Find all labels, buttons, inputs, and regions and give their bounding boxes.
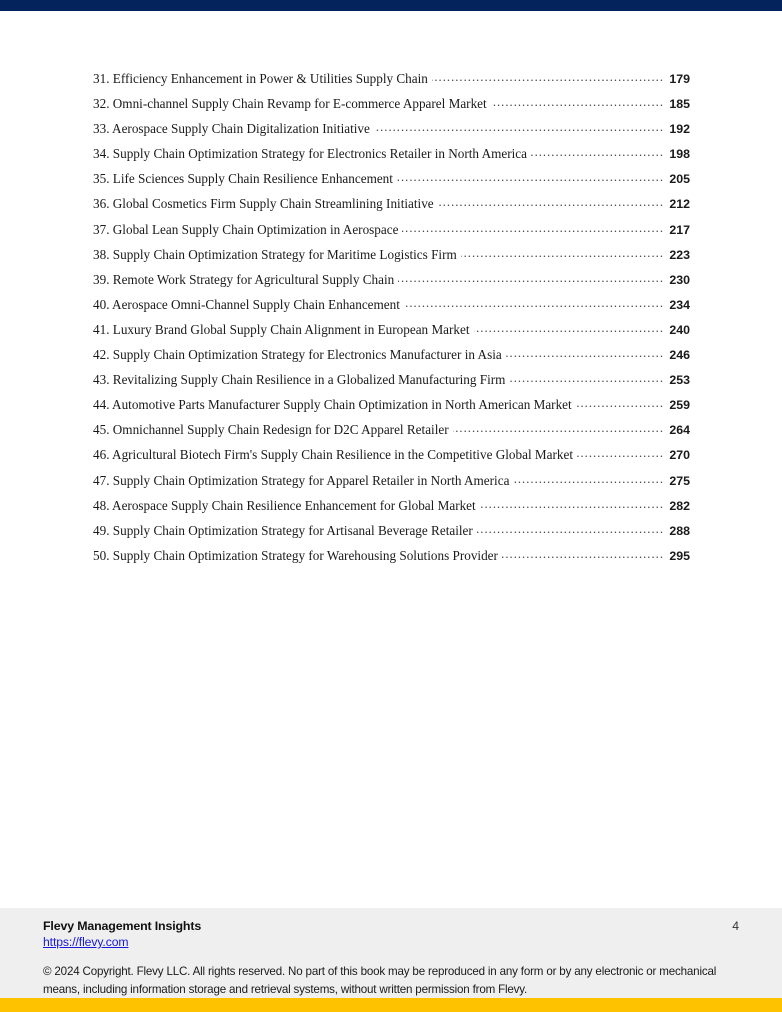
- toc-entry-page-number: 264: [669, 423, 690, 438]
- toc-dot-leader: [432, 70, 664, 83]
- footer-brand-block: [43, 918, 201, 950]
- toc-entry[interactable]: [93, 396, 690, 421]
- toc-entry-title: 42. Supply Chain Optimization Strategy for Electronics Manufacturer in Asia: [93, 347, 502, 363]
- toc-dot-leader: [438, 195, 664, 208]
- toc-entry-page-number: 230: [669, 272, 690, 287]
- toc-entry-title: 48. Aerospace Supply Chain Resilience Enhancement for Global Market: [93, 497, 476, 513]
- toc-entry-title: 45. Omnichannel Supply Chain Redesign for D2C Apparel Retailer: [93, 422, 449, 438]
- toc-entry[interactable]: [93, 321, 690, 346]
- toc-dot-leader: [398, 271, 664, 284]
- toc-entry[interactable]: [93, 371, 690, 396]
- toc-dot-leader: [502, 547, 664, 560]
- toc-entry-page-number: 288: [669, 523, 690, 538]
- footer-copyright-text: © 2024 Copyright. Flevy LLC. All rights reserved. No part of this book may be reproduced in any form or by any electronic or mechanical means, including information storage and retrieval systems, without written permission from Flevy.: [43, 965, 717, 996]
- toc-entry[interactable]: [93, 296, 690, 321]
- toc-dot-leader: [513, 472, 664, 485]
- toc-entry-title: 37. Global Lean Supply Chain Optimization in Aerospace: [93, 221, 399, 237]
- footer-website-link[interactable]: https://flevy.com: [43, 935, 129, 949]
- toc-entry-title: 47. Supply Chain Optimization Strategy for Apparel Retailer in North America: [93, 472, 510, 488]
- toc-entry-title: 41. Luxury Brand Global Supply Chain Alignment in European Market: [93, 321, 470, 337]
- toc-entry-page-number: 282: [669, 498, 690, 513]
- toc-entry-title: 34. Supply Chain Optimization Strategy for Electronics Retailer in North America: [93, 146, 527, 162]
- toc-dot-leader: [453, 421, 664, 434]
- toc-entry-title: 40. Aerospace Omni-Channel Supply Chain Enhancement: [93, 296, 400, 312]
- toc-entry[interactable]: [93, 95, 690, 120]
- toc-entry-page-number: 185: [669, 97, 690, 112]
- bottom-accent-band: [0, 998, 782, 1012]
- toc-dot-leader: [397, 170, 664, 183]
- toc-dot-leader: [402, 221, 664, 234]
- toc-dot-leader: [474, 321, 664, 334]
- toc-entry-title: 36. Global Cosmetics Firm Supply Chain Streamlining Initiative: [93, 196, 434, 212]
- toc-entry[interactable]: [93, 421, 690, 446]
- toc-entry-title: 43. Revitalizing Supply Chain Resilience in a Globalized Manufacturing Firm: [93, 372, 506, 388]
- toc-entry-page-number: 253: [669, 373, 690, 388]
- toc-entry-page-number: 259: [669, 398, 690, 413]
- toc-dot-leader: [477, 522, 664, 535]
- toc-entry-page-number: 198: [669, 147, 690, 162]
- toc-entry-title: 33. Aerospace Supply Chain Digitalization Initiative: [93, 121, 370, 137]
- toc-entry-page-number: 295: [669, 548, 690, 563]
- page-footer: [0, 908, 782, 998]
- table-of-contents-list: [93, 70, 690, 572]
- toc-dot-leader: [531, 145, 664, 158]
- footer-brand-name: Flevy Management Insights: [43, 919, 202, 933]
- toc-entry-page-number: 275: [669, 473, 690, 488]
- toc-entry-page-number: 270: [669, 448, 690, 463]
- toc-entry-page-number: 217: [669, 222, 690, 237]
- toc-entry-page-number: 205: [669, 172, 690, 187]
- toc-dot-leader: [577, 446, 664, 459]
- toc-entry[interactable]: [93, 195, 690, 220]
- toc-entry[interactable]: [93, 346, 690, 371]
- toc-entry-page-number: 212: [669, 197, 690, 212]
- toc-entry-title: 39. Remote Work Strategy for Agricultural Supply Chain: [93, 271, 395, 287]
- toc-dot-leader: [480, 497, 664, 510]
- toc-dot-leader: [404, 296, 664, 309]
- toc-dot-leader: [576, 396, 664, 409]
- toc-entry-page-number: 179: [669, 72, 690, 86]
- toc-entry[interactable]: [93, 271, 690, 296]
- toc-entry[interactable]: [93, 522, 690, 547]
- toc-dot-leader: [506, 346, 664, 359]
- toc-entry[interactable]: [93, 446, 690, 471]
- toc-entry-title: 50. Supply Chain Optimization Strategy for Warehousing Solutions Provider: [93, 547, 498, 563]
- toc-dot-leader: [461, 246, 664, 259]
- toc-entry[interactable]: [93, 246, 690, 271]
- document-page-body: [0, 11, 782, 908]
- toc-entry[interactable]: [93, 145, 690, 170]
- toc-entry-title: 31. Efficiency Enhancement in Power & Utilities Supply Chain: [93, 71, 428, 86]
- toc-entry-page-number: 246: [669, 348, 690, 363]
- toc-entry[interactable]: [93, 221, 690, 246]
- footer-page-number: 4: [732, 919, 739, 933]
- toc-entry-title: 46. Agricultural Biotech Firm's Supply Chain Resilience in the Competitive Global Market: [93, 447, 573, 463]
- toc-entry-title: 44. Automotive Parts Manufacturer Supply Chain Optimization in North American Market: [93, 397, 572, 413]
- toc-entry-page-number: 240: [669, 322, 690, 337]
- toc-entry-title: 49. Supply Chain Optimization Strategy for Artisanal Beverage Retailer: [93, 522, 473, 538]
- toc-entry-title: 38. Supply Chain Optimization Strategy for Maritime Logistics Firm: [93, 246, 457, 262]
- toc-entry[interactable]: [93, 120, 690, 145]
- toc-entry[interactable]: [93, 170, 690, 195]
- toc-entry[interactable]: [93, 70, 690, 95]
- toc-entry-page-number: 192: [669, 122, 690, 137]
- toc-entry-page-number: 234: [669, 297, 690, 312]
- toc-dot-leader: [374, 120, 664, 133]
- toc-entry[interactable]: [93, 472, 690, 497]
- toc-entry[interactable]: [93, 497, 690, 522]
- toc-entry-title: 32. Omni-channel Supply Chain Revamp for E-commerce Apparel Market: [93, 96, 487, 112]
- toc-dot-leader: [491, 95, 664, 108]
- toc-dot-leader: [509, 371, 664, 384]
- toc-entry[interactable]: [93, 547, 690, 572]
- top-accent-band: [0, 0, 782, 11]
- toc-entry-page-number: 223: [669, 247, 690, 262]
- toc-entry-title: 35. Life Sciences Supply Chain Resilience Enhancement: [93, 171, 393, 187]
